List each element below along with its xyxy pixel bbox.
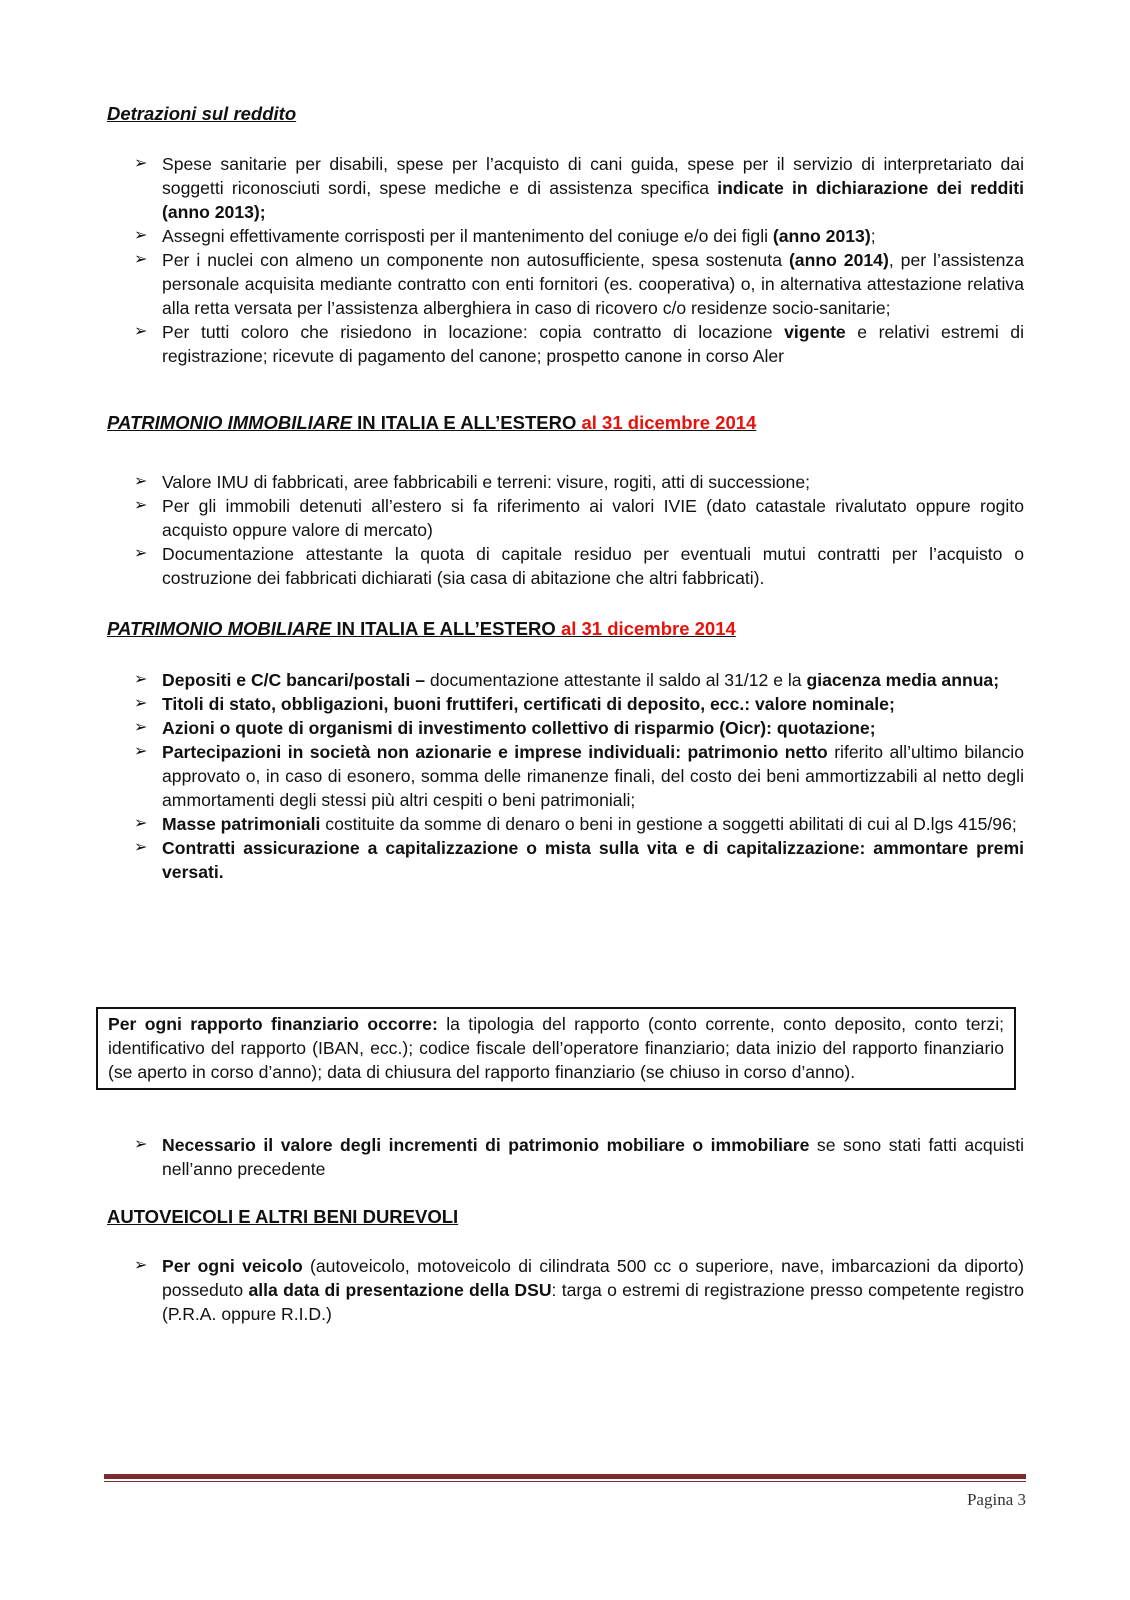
list-item	[134, 152, 1024, 224]
text: Valore IMU di fabbricati, aree fabbricabili e terreni: visure, rogiti, atti di successione;	[162, 472, 810, 492]
arrow-bullet-icon: ➢	[134, 155, 148, 172]
arrow-bullet-icon: ➢	[134, 743, 148, 760]
bold-text: Per ogni veicolo	[162, 1256, 303, 1276]
bold-text: Partecipazioni in società non azionarie e imprese individuali: patrimonio netto	[162, 742, 828, 762]
footer-rule-thin	[104, 1481, 1026, 1482]
arrow-bullet-icon: ➢	[134, 473, 148, 490]
text: ;	[870, 226, 876, 246]
text: Assegni effettivamente corrisposti per il mantenimento del coniuge e/o dei figli	[162, 226, 773, 246]
section-title-mobiliare	[107, 618, 736, 640]
arrow-bullet-icon: ➢	[134, 839, 148, 856]
text: riferito all’ultimo bilancio approvato o, in caso di esonero, somma delle rimanenze finali, del costo dei beni ammortizzabili al netto degli ammortamenti degli stessi più altri cespiti o beni patrimoniali;	[162, 742, 1024, 810]
list-incrementi	[134, 1133, 1024, 1181]
list-item	[134, 716, 1024, 740]
title-italic: PATRIMONIO IMMOBILIARE	[107, 412, 352, 433]
bold-text: Depositi e C/C bancari/postali –	[162, 670, 430, 690]
financial-info-box	[96, 1007, 1016, 1090]
arrow-bullet-icon: ➢	[134, 1136, 148, 1153]
text: Documentazione attestante la quota di capitale residuo per eventuali mutui contratti per l’acquisto o costruzione dei fabbricati dichiarati (sia casa di abitazione che altri fabbricati).	[162, 544, 1024, 588]
title-rest: IN ITALIA E ALL’ESTERO	[351, 412, 582, 433]
list-item	[134, 320, 1024, 368]
bold-text: Azioni o quote di organismi di investimento collettivo di risparmio (Oicr): quotazione;	[162, 718, 876, 738]
bold-text: giacenza media annua;	[806, 670, 1000, 690]
text: (autoveicolo, motoveicolo di cilindrata 500 cc o superiore, nave, imbarcazioni da diporto) posseduto	[162, 1256, 1024, 1300]
title-italic: PATRIMONIO MOBILIARE	[107, 618, 332, 639]
list-autoveicoli	[134, 1254, 1024, 1326]
box-text: la tipologia del rapporto (conto corrente, conto deposito, conto terzi; identificativo del rapporto (IBAN, ecc.); codice fiscale dell’operatore finanziario; data inizio del rapporto finanziario (se aperto in corso d’anno); data di chiusura del rapporto finanziario (se chiuso in corso d’anno).	[108, 1014, 1004, 1082]
arrow-bullet-icon: ➢	[134, 251, 148, 268]
bold-text: Masse patrimoniali	[162, 814, 321, 834]
text: e relativi estremi di registrazione; ricevute di pagamento del canone; prospetto canone in corso Aler	[162, 322, 1024, 366]
arrow-bullet-icon: ➢	[134, 671, 148, 688]
title-date: al 31 dicembre 2014	[560, 618, 736, 639]
bold-text: Necessario il valore degli incrementi di patrimonio mobiliare o immobiliare	[162, 1135, 810, 1155]
box-bold-label: Per ogni rapporto finanziario occorre:	[108, 1014, 438, 1034]
arrow-bullet-icon: ➢	[134, 323, 148, 340]
bold-text: vigente	[784, 322, 846, 342]
section-title-autoveicoli: AUTOVEICOLI E ALTRI BENI DUREVOLI	[107, 1206, 459, 1227]
page-number: Pagina 3	[966, 1490, 1026, 1509]
list-item	[134, 248, 1024, 320]
section-title-immobiliare	[107, 412, 756, 434]
arrow-bullet-icon: ➢	[134, 227, 148, 244]
arrow-bullet-icon: ➢	[134, 815, 148, 832]
title-rest: IN ITALIA E ALL’ESTERO	[331, 618, 561, 639]
list-item	[134, 692, 1024, 716]
arrow-bullet-icon: ➢	[134, 545, 148, 562]
list-immobiliare	[134, 470, 1024, 590]
arrow-bullet-icon: ➢	[134, 497, 148, 514]
list-item	[134, 836, 1024, 884]
bold-text: Contratti assicurazione a capitalizzazione o mista sulla vita e di capitalizzazione: ammontare premi versati.	[162, 838, 1024, 882]
title-date: al 31 dicembre 2014	[581, 412, 757, 433]
arrow-bullet-icon: ➢	[134, 1257, 148, 1274]
list-item	[134, 542, 1024, 590]
list-item	[134, 470, 1024, 494]
bold-text: (anno 2014)	[788, 250, 889, 270]
bold-text: indicate in dichiarazione dei redditi (anno 2013);	[162, 178, 1024, 222]
text: Per i nuclei con almeno un componente non autosufficiente, spesa sostenuta	[162, 250, 789, 270]
text: se sono stati fatti acquisti nell’anno precedente	[162, 1135, 1025, 1179]
section-title-detrazioni: Detrazioni sul reddito	[107, 103, 297, 124]
list-item	[134, 740, 1024, 812]
list-item	[134, 224, 1024, 248]
text: Spese sanitarie per disabili, spese per l’acquisto di cani guida, spese per il servizio di interpretariato dai soggetti riconosciuti sordi, spese mediche e di assistenza specifica	[162, 154, 1024, 198]
text: Per gli immobili detenuti all’estero si fa riferimento ai valori IVIE (dato catastale rivalutato oppure rogito acquisto oppure valore di mercato)	[162, 496, 1024, 540]
text: Per tutti coloro che risiedono in locazione: copia contratto di locazione	[162, 322, 785, 342]
list-detrazioni	[134, 152, 1024, 368]
bold-text: alla data di presentazione della DSU	[248, 1280, 552, 1300]
text: : targa o estremi di registrazione presso competente registro (P.R.A. oppure R.I.D.)	[162, 1280, 1024, 1324]
bold-text: Titoli di stato, obbligazioni, buoni fruttiferi, certificati di deposito, ecc.: valore nominale;	[162, 694, 895, 714]
text: documentazione attestante il saldo al 31/12 e la	[429, 670, 807, 690]
list-item	[134, 1133, 1024, 1181]
list-mobiliare	[134, 668, 1024, 884]
list-item	[134, 494, 1024, 542]
list-item	[134, 668, 1024, 692]
text: costituite da somme di denaro o beni in gestione a soggetti abilitati di cui al D.lgs 415/96;	[320, 814, 1017, 834]
bold-text: (anno 2013)	[772, 226, 871, 246]
list-item	[134, 812, 1024, 836]
text: , per l’assistenza personale acquisita mediante contratto con enti fornitori (es. cooperativa) o, in alternativa attestazione relativa alla retta versata per l’assistenza alberghiera in caso di ricovero c/o residenze socio-sanitarie;	[162, 250, 1024, 318]
footer-rule	[104, 1474, 1026, 1479]
arrow-bullet-icon: ➢	[134, 719, 148, 736]
list-item	[134, 1254, 1024, 1326]
arrow-bullet-icon: ➢	[134, 695, 148, 712]
